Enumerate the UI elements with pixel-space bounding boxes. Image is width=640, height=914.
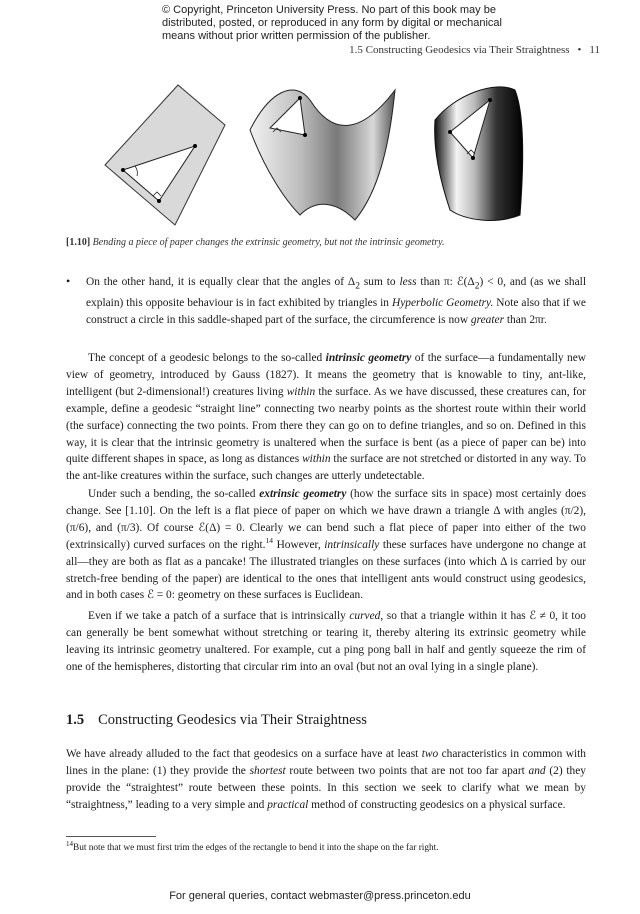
flat-paper [105, 85, 225, 225]
running-head-title: 1.5 Constructing Geodesics via Their Straightness [349, 44, 570, 56]
text-run: characteristics in common with lines in the plane: (1) they provide the [66, 748, 586, 777]
emphasis: less [399, 276, 417, 288]
text-run: than π: ℰ(Δ [416, 276, 475, 288]
copyright-line: distributed, posted, or reproduced in any form by digital or mechanical [162, 17, 502, 29]
text-run: Under such a bending, the so-called [88, 488, 260, 500]
body-paragraph [66, 608, 586, 676]
text-run: (2) they provide the “straightest” route between these points. In this section we seek to clarify what we mean by “straightness,” leading to a very simple and [66, 764, 586, 811]
copyright-notice [162, 4, 502, 43]
text-run: than 2πr. [504, 314, 547, 327]
text-run: On the other hand, it is equally clear that the angles of Δ [86, 276, 356, 288]
text-run: The concept of a geodesic belongs to the so-called [88, 352, 326, 364]
text-run: , so that a triangle within it has ℰ ≠ 0, it too can generally be bent somewhat without stretching or tearing it, thereby altering its extrinsic geometry while leaving its intrinsic geometry unaltered. For example, cut a ping pong ball in half and gently squeeze the rim of one of the hemispheres, distorting that circular rim into an oval (but not an oval lying in a single plane). [66, 610, 586, 673]
page-number: 11 [589, 44, 600, 56]
body-paragraph [66, 486, 586, 604]
bullet-paragraph [86, 274, 586, 329]
copyright-line: means without prior written permission of the publisher. [162, 30, 431, 42]
figure-caption-text: Bending a piece of paper changes the extrinsic geometry, but not the intrinsic geometry. [92, 237, 445, 248]
emphasis: and [528, 764, 546, 777]
copyright-line: © Copyright, Princeton University Press. No part of this book may be [162, 4, 496, 16]
text-run: the surface. As we have discussed, these creatures can, for example, define a geodesic “straight line” connecting two nearby points as the shortest route within their world (the surface) connecting the two points. From there they can go on to define triangles, and so on. Defined in this way, it is clear that the intrinsic geometry is unaltered when the surface is bent (as a piece of paper can be) into quite different shapes in space, as long as distances [66, 385, 586, 466]
section-title: Constructing Geodesics via Their Straightness [98, 712, 367, 728]
emphasis: Hyperbolic Geometry. [391, 297, 494, 310]
rolled-surface [435, 87, 523, 221]
text-run: sum to [359, 276, 400, 288]
emphasis: intrinsically [324, 538, 380, 551]
text-run: Even if we take a patch of a surface that is intrinsically [88, 610, 350, 622]
subscript: 2 [355, 281, 360, 292]
text-run: (how the surface sits in space) most certainly does change. See [1.10]. On the left is a flat piece of paper on which we have drawn a triangle Δ with angles (π/2), (π/6), and (π/3). Of course ℰ(Δ) = 0. Clearly we can bend such a flat piece of paper into either of the two (extrinsically) curved surfaces on the right. [66, 488, 587, 551]
footnote-marker[interactable]: 14 [265, 535, 274, 545]
figure-caption [66, 237, 586, 248]
emphasis: within [302, 453, 331, 466]
bullet-symbol: • [66, 274, 71, 288]
text-run: However, [273, 538, 325, 551]
emphasis: within [286, 385, 316, 398]
emphasis: two [421, 748, 439, 760]
key-term: extrinsic geometry [259, 488, 347, 500]
key-term: intrinsic geometry [325, 352, 412, 364]
text-run: ) < 0, and (as we shall explain) this opposite behaviour is in fact exhibited by triangles in [86, 276, 586, 310]
text-run: method of constructing geodesics on a physical surface. [308, 798, 566, 811]
section-heading [66, 712, 367, 729]
text-run: Note also that if we construct a circle in this saddle-shaped part of the surface, the circumference is now [86, 297, 586, 327]
emphasis: practical [267, 798, 309, 811]
text-run: We have already alluded to the fact that geodesics on a surface have at least [66, 748, 422, 760]
text-run: these surfaces have undergone no change at all—they are both as flat as a pancake! The illustrated triangles on these surfaces (into which Δ is carried by our stretch-free bending of the paper) are identical to the ones that intelligent ants would construct using geodesics, and in both cases ℰ = 0: geometry on these surfaces is Euclidean. [66, 538, 586, 602]
figure-bent-paper [95, 70, 555, 235]
figure-caption-number: [1.10] [66, 237, 91, 248]
section-number: 1.5 [66, 712, 85, 728]
footnote-text: But note that we must first trim the edges of the rectangle to bend it into the shape on the far right. [73, 843, 439, 853]
running-head [349, 44, 600, 56]
running-head-bullet: • [577, 44, 582, 56]
emphasis: shortest [249, 764, 286, 777]
footnote [66, 839, 439, 853]
body-paragraph [66, 350, 586, 485]
text-run: of the surface—a fundamentally new view of geometry, introduced by Gauss (1827). It means the geometry that is knowable to tiny, ant-like, intelligent (but 2-dimensional!) creatures living [66, 352, 586, 398]
footnote-rule [66, 836, 156, 837]
text-run: the surface are not stretched or distorted in any way. To the ant-like creatures within the surface, such changes are utterly undetectable. [66, 453, 586, 483]
emphasis: greater [470, 314, 505, 327]
footnote-number: 14 [66, 839, 73, 848]
page-footer: For general queries, contact webmaster@press.princeton.edu [169, 890, 471, 902]
saddle-surface [250, 90, 395, 220]
text-run: route between two points that are not too far apart [285, 764, 529, 777]
body-paragraph [66, 746, 586, 814]
emphasis: curved [349, 610, 381, 622]
subscript: 2 [474, 281, 480, 292]
